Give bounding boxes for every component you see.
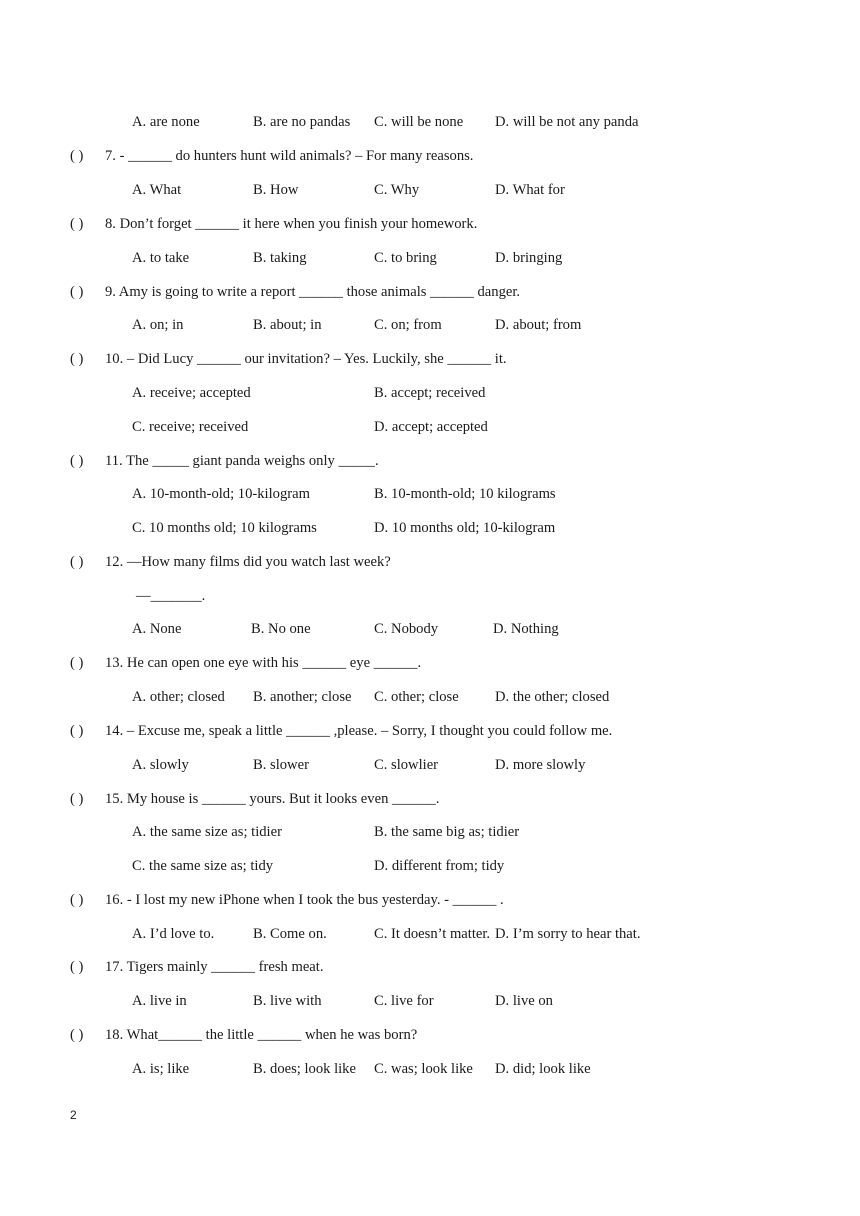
- q18-option-a: A. is; like: [132, 1061, 190, 1077]
- q13-option-b: B. another; close: [253, 689, 352, 705]
- q11-option-c: C. 10 months old; 10 kilograms: [132, 520, 317, 536]
- q13-option-d: D. the other; closed: [495, 689, 610, 705]
- q10-option-a: A. receive; accepted: [132, 385, 251, 401]
- q9-option-a: A. on; in: [132, 317, 184, 333]
- q18-stem: 18. What______ the little ______ when he was born?: [105, 1027, 418, 1043]
- q9-option-d: D. about; from: [495, 317, 582, 333]
- q9-answer-blank[interactable]: ( ): [70, 284, 84, 300]
- q12-option-b: B. No one: [251, 621, 311, 637]
- q6-option-b: B. are no pandas: [253, 114, 351, 130]
- q15-option-a: A. the same size as; tidier: [132, 824, 282, 840]
- q8-stem: 8. Don’t forget ______ it here when you finish your homework.: [105, 216, 478, 232]
- q15-option-b: B. the same big as; tidier: [374, 824, 520, 840]
- q7-option-a: A. What: [132, 182, 182, 198]
- q11-stem: 11. The _____ giant panda weighs only _____.: [105, 453, 379, 469]
- q14-option-c: C. slowlier: [374, 757, 439, 773]
- q13-option-c: C. other; close: [374, 689, 459, 705]
- q17-answer-blank[interactable]: ( ): [70, 959, 84, 975]
- q10-stem: 10. – Did Lucy ______ our invitation? – Yes. Luckily, she ______ it.: [105, 351, 507, 367]
- q17-option-a: A. live in: [132, 993, 187, 1009]
- q18-option-c: C. was; look like: [374, 1061, 473, 1077]
- q9-option-c: C. on; from: [374, 317, 442, 333]
- q16-option-b: B. Come on.: [253, 926, 327, 942]
- q18-answer-blank[interactable]: ( ): [70, 1027, 84, 1043]
- q12-option-c: C. Nobody: [374, 621, 439, 637]
- q6-option-c: C. will be none: [374, 114, 464, 130]
- q8-option-d: D. bringing: [495, 250, 563, 266]
- q14-option-d: D. more slowly: [495, 757, 586, 773]
- q6-option-d: D. will be not any panda: [495, 114, 639, 130]
- q12-option-a: A. None: [132, 621, 182, 637]
- q16-answer-blank[interactable]: ( ): [70, 892, 84, 908]
- q16-stem: 16. - I lost my new iPhone when I took the bus yesterday. - ______ .: [105, 892, 504, 908]
- q7-option-c: C. Why: [374, 182, 420, 198]
- q9-stem: 9. Amy is going to write a report ______ those animals ______ danger.: [105, 284, 521, 300]
- q11-option-b: B. 10-month-old; 10 kilograms: [374, 486, 556, 502]
- q12-option-d: D. Nothing: [493, 621, 559, 637]
- q16-option-a: A. I’d love to.: [132, 926, 215, 942]
- q16-option-c: C. It doesn’t matter.: [374, 926, 491, 942]
- q10-answer-blank[interactable]: ( ): [70, 351, 84, 367]
- q8-option-c: C. to bring: [374, 250, 437, 266]
- q17-option-c: C. live for: [374, 993, 434, 1009]
- q14-stem: 14. – Excuse me, speak a little ______ ,please. – Sorry, I thought you could follow me.: [105, 723, 613, 739]
- q10-option-b: B. accept; received: [374, 385, 486, 401]
- q13-option-a: A. other; closed: [132, 689, 225, 705]
- q12-response-blank: —_______.: [136, 588, 206, 604]
- q7-answer-blank[interactable]: ( ): [70, 148, 84, 164]
- q17-option-b: B. live with: [253, 993, 322, 1009]
- q15-option-c: C. the same size as; tidy: [132, 858, 274, 874]
- q14-option-a: A. slowly: [132, 757, 189, 773]
- q12-answer-blank[interactable]: ( ): [70, 554, 84, 570]
- q10-option-c: C. receive; received: [132, 419, 249, 435]
- q9-option-b: B. about; in: [253, 317, 322, 333]
- q7-stem: 7. - ______ do hunters hunt wild animals? – For many reasons.: [105, 148, 474, 164]
- q8-option-a: A. to take: [132, 250, 190, 266]
- q11-answer-blank[interactable]: ( ): [70, 453, 84, 469]
- q10-option-d: D. accept; accepted: [374, 419, 488, 435]
- q18-option-d: D. did; look like: [495, 1061, 591, 1077]
- q15-option-d: D. different from; tidy: [374, 858, 505, 874]
- q11-option-d: D. 10 months old; 10-kilogram: [374, 520, 556, 536]
- q13-stem: 13. He can open one eye with his ______ eye ______.: [105, 655, 422, 671]
- q18-option-b: B. does; look like: [253, 1061, 356, 1077]
- page-number: 2: [70, 1108, 77, 1122]
- q16-option-d: D. I’m sorry to hear that.: [495, 926, 641, 942]
- q7-option-b: B. How: [253, 182, 299, 198]
- q17-option-d: D. live on: [495, 993, 553, 1009]
- q13-answer-blank[interactable]: ( ): [70, 655, 84, 671]
- q15-stem: 15. My house is ______ yours. But it looks even ______.: [105, 791, 440, 807]
- q6-option-a: A. are none: [132, 114, 200, 130]
- q8-answer-blank[interactable]: ( ): [70, 216, 84, 232]
- q15-answer-blank[interactable]: ( ): [70, 791, 84, 807]
- q14-option-b: B. slower: [253, 757, 309, 773]
- q17-stem: 17. Tigers mainly ______ fresh meat.: [105, 959, 324, 975]
- q14-answer-blank[interactable]: ( ): [70, 723, 84, 739]
- q11-option-a: A. 10-month-old; 10-kilogram: [132, 486, 310, 502]
- q7-option-d: D. What for: [495, 182, 565, 198]
- q12-stem: 12. —How many films did you watch last week?: [105, 554, 391, 570]
- q8-option-b: B. taking: [253, 250, 307, 266]
